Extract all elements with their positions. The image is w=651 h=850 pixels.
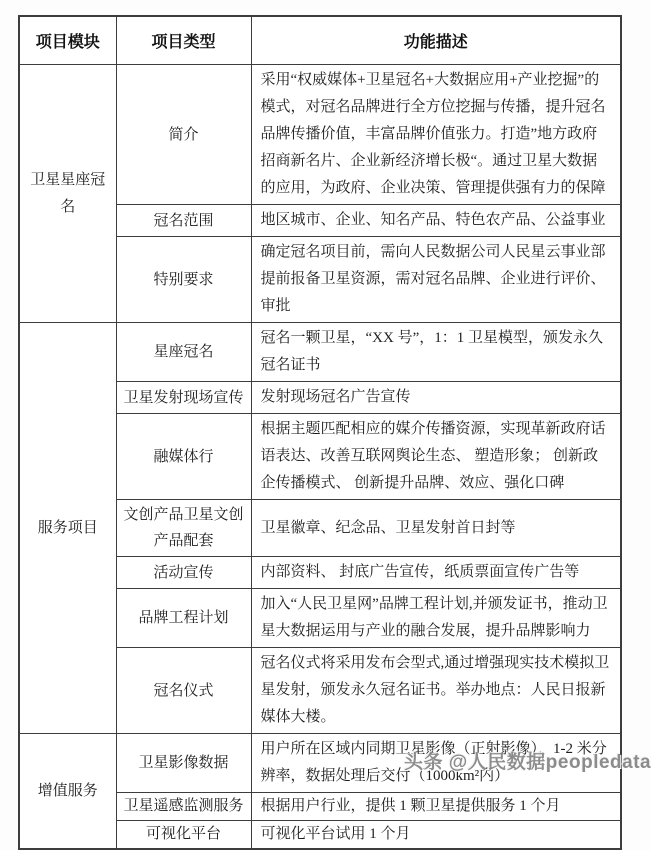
header-project-module: 项目模块	[19, 16, 116, 65]
type-cell: 特别要求	[116, 237, 251, 323]
table-row	[19, 323, 621, 382]
table-row	[19, 734, 621, 793]
type-cell: 卫星发射现场宣传	[116, 382, 251, 414]
desc-cell: 根据主题匹配相应的媒介传播资源，实现革新政府话语表达、改善互联网舆论生态、 塑造形象； 创新政企传播模式、 创新提升品牌、效应、强化口碑	[251, 414, 621, 500]
module-value-added-services: 增值服务	[19, 734, 116, 850]
desc-cell: 采用“权威媒体+卫星冠名+大数据应用+产业挖掘”的模式，对冠名品牌进行全方位挖掘与传播，提升冠名品牌传播价值，丰富品牌价值张力。打造”地方政府招商新名片、企业新经济增长极“。通过卫星大数据的应用，为政府、企业决策、管理提供强有力的保障	[251, 65, 621, 205]
type-cell: 品牌工程计划	[116, 589, 251, 648]
desc-cell: 根据用户行业，提供 1 颗卫星提供服务 1 个月	[251, 793, 621, 821]
table-header-row	[19, 16, 621, 65]
toutiao-watermark: 头条 @人民数据peopledata	[404, 752, 651, 773]
desc-cell: 发射现场冠名广告宣传	[251, 382, 621, 414]
type-cell: 卫星遥感监测服务	[116, 793, 251, 821]
type-cell: 活动宣传	[116, 557, 251, 589]
type-cell: 冠名范围	[116, 205, 251, 237]
type-cell: 卫星影像数据	[116, 734, 251, 793]
type-cell: 简介	[116, 65, 251, 205]
desc-cell: 用户所在区域内同期卫星影像（正射影像），1-2 米分辨率，数据处理后交付（1000km²内）	[251, 734, 621, 793]
desc-cell: 冠名一颗卫星，“XX 号”，1：1 卫星模型，颁发永久冠名证书	[251, 323, 621, 382]
header-function-desc: 功能描述	[251, 16, 621, 65]
desc-cell: 确定冠名项目前，需向人民数据公司人民星云事业部提前报备卫星资源，需对冠名品牌、企业进行评价、审批	[251, 237, 621, 323]
desc-cell: 加入“人民卫星网”品牌工程计划,并颁发证书，推动卫星大数据运用与产业的融合发展，提升品牌影响力	[251, 589, 621, 648]
table-row	[19, 65, 621, 205]
module-satellite-constellation-naming: 卫星星座冠名	[19, 65, 116, 323]
desc-cell: 内部资料、 封底广告宣传，纸质票面宣传广告等	[251, 557, 621, 589]
desc-cell: 卫星徽章、纪念品、卫星发射首日封等	[251, 500, 621, 557]
desc-cell: 冠名仪式将采用发布会型式,通过增强现实技术模拟卫星发射，颁发永久冠名证书。举办地点：人民日报新媒体大楼。	[251, 648, 621, 734]
type-cell: 文创产品卫星文创产品配套	[116, 500, 251, 557]
header-project-type: 项目类型	[116, 16, 251, 65]
module-service-items: 服务项目	[19, 323, 116, 734]
project-services-table	[18, 15, 622, 850]
type-cell: 可视化平台	[116, 821, 251, 850]
type-cell: 冠名仪式	[116, 648, 251, 734]
type-cell: 融媒体行	[116, 414, 251, 500]
type-cell: 星座冠名	[116, 323, 251, 382]
desc-cell: 地区城市、企业、知名产品、特色农产品、公益事业	[251, 205, 621, 237]
desc-cell: 可视化平台试用 1 个月	[251, 821, 621, 850]
